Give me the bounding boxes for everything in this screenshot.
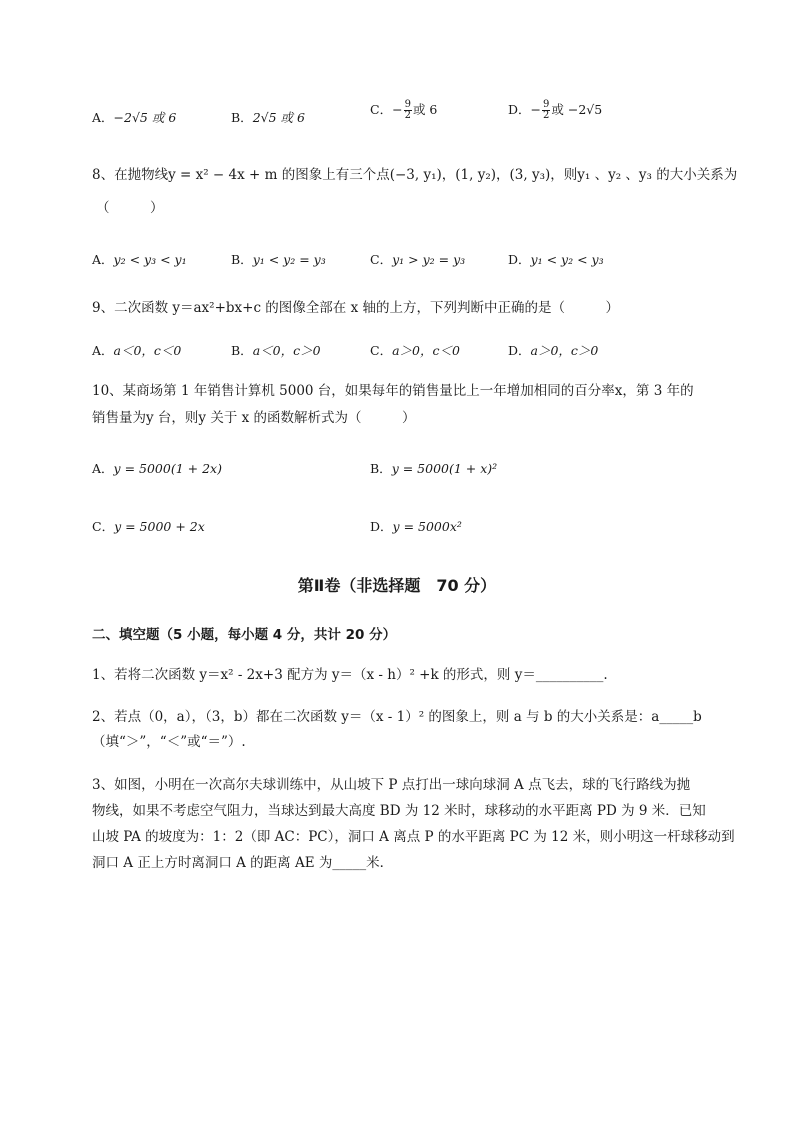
fraction <box>542 100 550 121</box>
q7-option-b <box>231 108 305 126</box>
fraction-denominator: 2 <box>404 110 411 121</box>
option-letter: C． <box>370 102 393 117</box>
part2-title: 第Ⅱ卷（非选择题 70 分） <box>297 576 497 595</box>
option-text: y = 5000 + 2x <box>114 519 205 534</box>
option-text: y = 5000x² <box>392 519 462 534</box>
q8-stem-line2: （ ） <box>96 200 164 216</box>
fraction-numerator: 9 <box>404 99 411 110</box>
option-text: 或 6 <box>412 102 438 117</box>
q8-option-a <box>92 250 187 268</box>
q9-option-b <box>231 341 321 359</box>
option-letter: C． <box>370 343 393 358</box>
q10-stem-line2: 销售量为y 台，则y 关于 x 的函数解析式为（ ） <box>92 410 416 426</box>
fill-question-3-line1: 3、如图，小明在一次高尔夫球训练中，从山坡下 P 点打出一球向球洞 A 点飞去，球的飞行路线为抛 <box>92 777 691 793</box>
q9-stem: 9、二次函数 y＝ax²+bx+c 的图像全部在 x 轴的上方，下列判断中正确的是（ ） <box>92 300 620 316</box>
option-sign: − <box>392 102 403 117</box>
fill-question-2-line1: 2、若点（0，a），（3，b）都在二次函数 y＝（x - 1）² 的图象上，则 a 与 b 的大小关系是：a_____b <box>92 709 702 725</box>
fraction <box>404 100 412 121</box>
fraction-denominator: 2 <box>543 110 550 121</box>
option-text: y = 5000(1 + 2x) <box>113 461 222 476</box>
q10-option-a <box>92 459 222 477</box>
q8-option-d <box>508 250 604 268</box>
option-text: y = 5000(1 + x)² <box>391 461 498 476</box>
option-text: 2√5 或 6 <box>252 110 305 125</box>
option-text: a＞0，c＞0 <box>530 343 599 358</box>
option-text: a＞0，c＜0 <box>392 343 460 358</box>
option-text: 或 −2√5 <box>551 102 603 117</box>
option-text: y₁ > y₂ = y₃ <box>392 252 466 267</box>
option-letter: A． <box>92 110 114 125</box>
q10-stem-line1: 10、某商场第 1 年销售计算机 5000 台，如果每年的销售量比上一年增加相同的百分率x，第 3 年的 <box>92 383 694 399</box>
option-letter: A． <box>92 461 114 476</box>
option-text: y₂ < y₃ < y₁ <box>113 252 187 267</box>
option-letter: C． <box>370 252 393 267</box>
q10-option-c <box>92 517 205 535</box>
option-text: a＜0，c＞0 <box>252 343 321 358</box>
fraction-numerator: 9 <box>543 99 550 110</box>
option-sign: − <box>530 102 542 117</box>
q9-option-d <box>508 341 598 359</box>
option-text: y₁ < y₂ = y₃ <box>252 252 326 267</box>
option-letter: D． <box>508 102 531 117</box>
q8-option-c <box>370 250 465 268</box>
option-letter: A． <box>92 252 114 267</box>
option-text: a＜0，c＜0 <box>113 343 182 358</box>
option-letter: B． <box>231 252 253 267</box>
fill-question-3-line2: 物线，如果不考虑空气阻力，当球达到最大高度 BD 为 12 米时，球移动的水平距离 PD 为 9 米．已知 <box>92 803 706 819</box>
option-text: y₁ < y₂ < y₃ <box>530 252 604 267</box>
q7-option-d <box>508 100 602 121</box>
q10-option-d <box>370 517 462 535</box>
q9-option-c <box>370 341 460 359</box>
option-letter: A． <box>92 343 114 358</box>
option-letter: D． <box>370 519 393 534</box>
q8-stem-line1: 8、在抛物线y = x² − 4x + m 的图象上有三个点(−3, y₁)，(1, y₂)，(3, y₃)，则y₁ 、y₂ 、y₃ 的大小关系为 <box>92 167 738 183</box>
option-letter: D． <box>508 252 531 267</box>
option-text: −2√5 或 6 <box>113 110 177 125</box>
q7-option-c <box>370 100 437 121</box>
option-letter: B． <box>231 343 253 358</box>
q9-option-a <box>92 341 181 359</box>
fill-question-2-line2: （填“＞”，“＜”或“＝”）. <box>92 734 246 750</box>
option-letter: D． <box>508 343 531 358</box>
section2-heading: 二、填空题（5 小题，每小题 4 分，共计 20 分） <box>92 627 397 643</box>
fill-question-1: 1、若将二次函数 y＝x² - 2x+3 配方为 y＝（x - h）² +k 的形式，则 y＝__________. <box>92 667 608 683</box>
fill-question-3-line3: 山坡 PA 的坡度为：1：2（即 AC：PC），洞口 A 离点 P 的水平距离 PC 为 12 米，则小明这一杆球移动到 <box>92 829 735 845</box>
q7-option-a <box>92 108 176 126</box>
option-letter: B． <box>231 110 253 125</box>
option-letter: C． <box>92 519 115 534</box>
fill-question-3-line4: 洞口 A 正上方时离洞口 A 的距离 AE 为_____米． <box>92 855 394 871</box>
q10-option-b <box>370 459 497 477</box>
q8-option-b <box>231 250 326 268</box>
option-letter: B． <box>370 461 392 476</box>
